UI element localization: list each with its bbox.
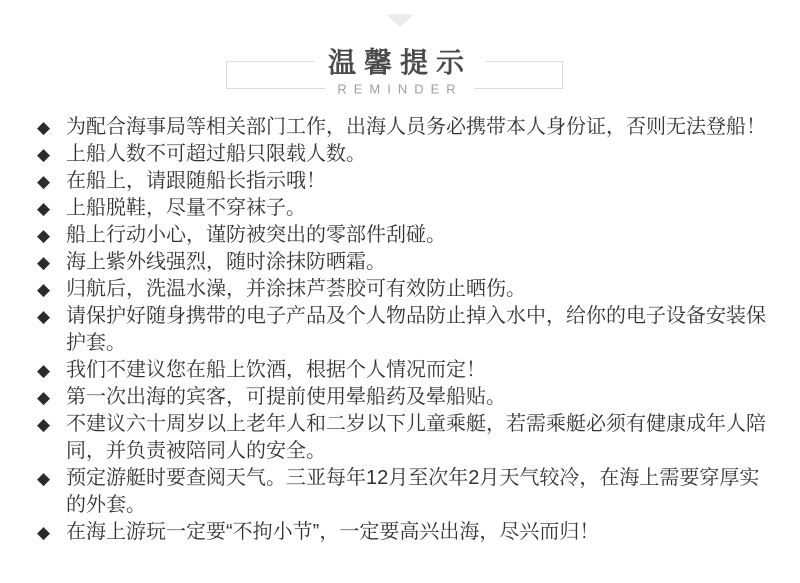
reminder-item-text: 请保护好随身携带的电子产品及个人物品防止掉入水中，给你的电子设备安装保护套。 [66, 305, 766, 354]
diamond-bullet-icon: ◆ [37, 226, 51, 245]
reminder-item-text: 船上行动小心，谨防被突出的零部件刮碰。 [66, 224, 446, 246]
reminder-item [37, 249, 772, 276]
reminder-item-text: 上船脱鞋，尽量不穿袜子。 [66, 197, 306, 219]
diamond-bullet-icon: ◆ [37, 145, 51, 164]
reminder-item [37, 168, 772, 195]
reminder-item [37, 519, 772, 546]
reminder-item [37, 465, 772, 519]
reminder-item [37, 222, 772, 249]
diamond-bullet-icon: ◆ [37, 307, 51, 326]
reminder-item-text: 归航后，洗温水澡，并涂抹芦荟胶可有效防止晒伤。 [66, 278, 526, 300]
triangle-down-icon [386, 14, 414, 27]
reminder-item-text: 上船人数不可超过船只限载人数。 [66, 143, 366, 165]
diamond-bullet-icon: ◆ [37, 415, 51, 434]
reminder-item-text: 在船上，请跟随船长指示哦！ [66, 170, 326, 192]
diamond-bullet-icon: ◆ [37, 469, 51, 488]
reminder-item-text: 海上紫外线强烈，随时涂抹防晒霜。 [66, 251, 386, 273]
reminder-item [37, 114, 772, 141]
diamond-bullet-icon: ◆ [37, 523, 51, 542]
diamond-bullet-icon: ◆ [37, 253, 51, 272]
reminder-item [37, 357, 772, 384]
reminder-item-text: 为配合海事局等相关部门工作，出海人员务必携带本人身份证，否则无法登船！ [66, 116, 766, 138]
reminder-item [37, 141, 772, 168]
reminder-item-text: 不建议六十周岁以上老年人和二岁以下儿童乘艇，若需乘艇必须有健康成年人陪同，并负责被陪同人的安全。 [66, 413, 766, 462]
diamond-bullet-icon: ◆ [37, 388, 51, 407]
reminder-item [37, 195, 772, 222]
reminder-item-text: 预定游艇时要查阅天气。三亚每年12月至次年2月天气较冷，在海上需要穿厚实的外套。 [66, 467, 760, 516]
diamond-bullet-icon: ◆ [37, 172, 51, 191]
reminder-item [37, 303, 772, 357]
reminder-item-text: 我们不建议您在船上饮酒，根据个人情况而定！ [66, 359, 486, 381]
reminder-item [37, 276, 772, 303]
diamond-bullet-icon: ◆ [37, 361, 51, 380]
page-subtitle: REMINDER [325, 82, 474, 97]
diamond-bullet-icon: ◆ [37, 280, 51, 299]
reminder-list [37, 114, 772, 546]
reminder-item-text: 第一次出海的宾客，可提前使用晕船药及晕船贴。 [66, 386, 506, 408]
page-title: 温馨提示 [314, 41, 486, 81]
reminder-item [37, 384, 772, 411]
reminder-item [37, 411, 772, 465]
diamond-bullet-icon: ◆ [37, 199, 51, 218]
diamond-bullet-icon: ◆ [37, 118, 51, 137]
reminder-item-text: 在海上游玩一定要“不拘小节”，一定要高兴出海，尽兴而归！ [66, 521, 600, 543]
